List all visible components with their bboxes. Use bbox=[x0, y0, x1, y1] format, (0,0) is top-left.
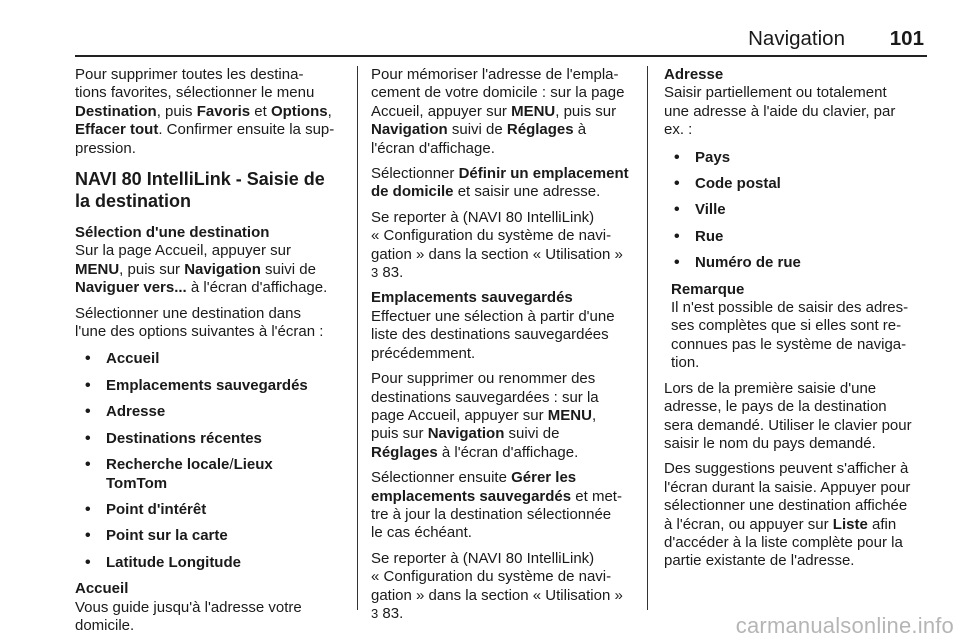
list-item: • Adresse bbox=[75, 403, 343, 421]
paragraph-reference-2: Se reporter à (NAVI 80 IntelliLink) « Configuration du système de navi- gation » dans la section « Utilisation » 3 83. bbox=[371, 549, 623, 622]
column-divider-2 bbox=[647, 66, 648, 610]
page-header bbox=[0, 27, 960, 57]
destination-options-list bbox=[75, 350, 343, 572]
paragraph-reference-1: Se reporter à (NAVI 80 IntelliLink) « Configuration du système de navi- gation » dans la section « Utilisation » 3 83. bbox=[371, 208, 623, 282]
page-reference-icon: 3 bbox=[371, 265, 379, 281]
page-reference-icon: 3 bbox=[371, 605, 379, 621]
paragraph-menu-navigation: Sur la page Accueil, appuyer sur MENU, puis sur Navigation suivi de Naviguer vers... à l'écran d'affichage. bbox=[75, 242, 328, 297]
column-3 bbox=[664, 66, 928, 578]
paragraph-delete-favorites: Pour supprimer toutes les destina- tions favorites, sélectionner le menu Destination, puis Favoris et Options, Effacer tout. Confirmer ensuite la sup- pression. bbox=[75, 66, 335, 157]
paragraph-saved-places: Effectuer une sélection à partir d'une liste des destinations sauvegardées précédemment. bbox=[371, 307, 615, 362]
paragraph-define-home: Sélectionner Définir un emplacement de domicile et saisir une adresse. bbox=[371, 165, 629, 201]
list-item: • Recherche locale/Lieux TomTom bbox=[75, 456, 343, 493]
list-item: • Point d'intérêt bbox=[75, 501, 343, 519]
list-item: • Numéro de rue bbox=[664, 254, 928, 272]
list-item: • Rue bbox=[664, 228, 928, 246]
list-item: • Accueil bbox=[75, 350, 343, 368]
column-1 bbox=[75, 66, 343, 642]
header-rule bbox=[75, 55, 927, 57]
subheading-selection: Sélection d'une destination bbox=[75, 224, 270, 242]
address-fields-list bbox=[664, 149, 928, 273]
remark-box: Remarque Il n'est possible de saisir des adres- ses complètes que si elles sont re- connues pas le système de naviga- tion. bbox=[671, 281, 928, 373]
watermark: carmanualsonline.info bbox=[735, 613, 954, 638]
paragraph-address: Saisir partiellement ou totalement une adresse à l'aide du clavier, par ex. : bbox=[664, 84, 896, 139]
paragraph-accueil: Vous guide jusqu'à l'adresse votre domicile. bbox=[75, 598, 302, 634]
list-item: • Emplacements sauvegardés bbox=[75, 377, 343, 395]
paragraph-save-home: Pour mémoriser l'adresse de l'empla- cement de votre domicile : sur la page Accueil, appuyer sur MENU, puis sur Navigation suivi de Réglages à l'écran d'affichage. bbox=[371, 66, 625, 157]
remark-title: Remarque bbox=[671, 280, 745, 298]
paragraph-delete-rename: Pour supprimer ou renommer des destinations sauvegardées : sur la page Accueil, appuyer sur MENU, puis sur Navigation suivi de Réglages à l'écran d'affichage. bbox=[371, 370, 599, 461]
subheading-address: Adresse bbox=[664, 66, 724, 83]
column-divider-1 bbox=[357, 66, 358, 610]
paragraph-select-destination: Sélectionner une destination dans l'une des options suivantes à l'écran : bbox=[75, 304, 324, 341]
column-2 bbox=[371, 66, 637, 630]
list-item: • Code postal bbox=[664, 175, 928, 193]
page-number: 101 bbox=[889, 27, 924, 50]
list-item: • Pays bbox=[664, 149, 928, 167]
subheading-saved-places: Emplacements sauvegardés bbox=[371, 289, 573, 307]
section-heading: NAVI 80 IntelliLink - Saisie de la destination bbox=[75, 169, 325, 212]
list-item: • Point sur la carte bbox=[75, 527, 343, 545]
paragraph-country: Lors de la première saisie d'une adresse, le pays de la destination sera demandé. Utiliser le clavier pour saisir le nom du pays demandé. bbox=[664, 379, 912, 452]
list-item: • Ville bbox=[664, 201, 928, 219]
paragraph-suggestions: Des suggestions peuvent s'afficher à l'écran durant la saisie. Appuyer pour sélectionner une destination affichée à l'écran, ou appuyer sur Liste afin d'accéder à la liste complète pour la partie existante de l'adresse. bbox=[664, 460, 911, 570]
paragraph-manage-places: Sélectionner ensuite Gérer les emplacements sauvegardés et met- tre à jour la destination sélectionnée le cas échéant. bbox=[371, 469, 622, 542]
section-title: Navigation bbox=[748, 27, 845, 50]
subheading-accueil: Accueil bbox=[75, 580, 129, 598]
list-item: • Latitude Longitude bbox=[75, 554, 343, 572]
list-item: • Destinations récentes bbox=[75, 430, 343, 448]
